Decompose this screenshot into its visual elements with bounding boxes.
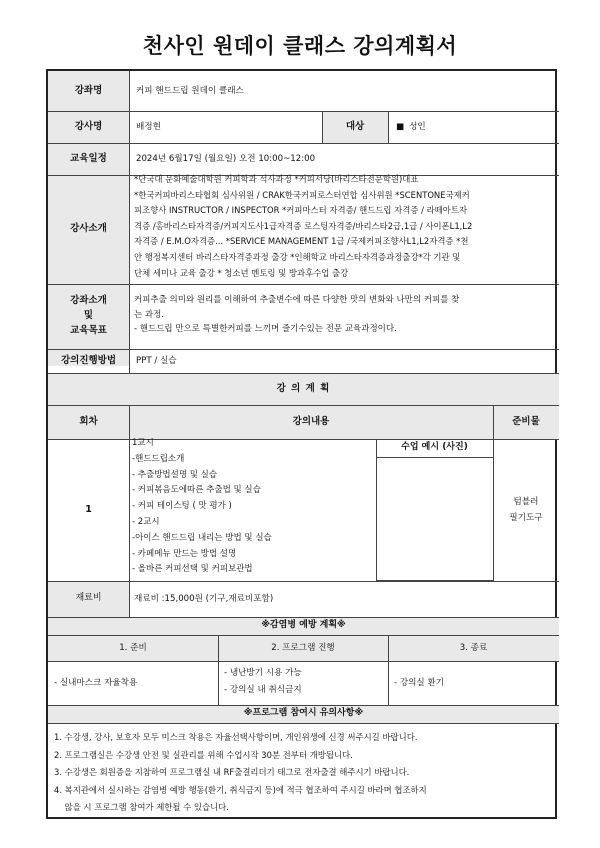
schedule-value: 2024년 6월17일 (월요일) 오전 10:00~12:00: [136, 153, 316, 164]
method-label: 강의진행방법: [60, 354, 117, 366]
bio-line: 단체 세미나 교육 출강 * 청소년 멘토링 및 방과후수업 출강: [134, 267, 349, 278]
infection-step-item: - 강의실 환기: [394, 677, 445, 688]
plan-content-line: - 커피 테이스팅 ( 맛 평가 ): [132, 501, 232, 512]
bio-line: 격증 /홈바리스타자격증/커피지도사1급자격증 로스팅자격증/바리스타2급,1급 / 사이폰L1,L2: [134, 220, 473, 231]
infection-step-item: - 냉난방기 시용 가능: [224, 668, 302, 678]
notice-line: 않을 시 프로그램 참여가 제한될 수 있습니다.: [54, 802, 229, 812]
goal-line: 는 과정.: [134, 309, 165, 320]
col-divider: [129, 71, 130, 373]
row-divider: [48, 723, 559, 724]
goal-line: 커피추출 의미와 원리를 이해하여 추출변수에 따른 다양한 맛의 변화와 나만의 커피를 찾: [134, 295, 460, 305]
bio-text: [134, 172, 557, 281]
infection-step-title: 2. 프로그램 진행: [271, 642, 335, 653]
photo-example-box: [376, 439, 493, 581]
material-item: 텀블러: [513, 497, 539, 507]
notice-line: 4. 복지관에서 실시하는 감염병 예방 행동(환기, 취식금지 등)에 적극 협조하여 주시길 바라며 협조하지: [54, 784, 427, 795]
plan-col-session: 회차: [79, 415, 98, 427]
infection-header: ※감염병 예방 계획※: [261, 620, 346, 631]
plan-content-line: -핸드드립소개: [132, 453, 185, 464]
goal-label-line: 교육목표: [70, 324, 107, 336]
bio-line: 자격증 / E.M.O자격증... *SERVICE MANAGEMENT 1급 /국제커피조향사L1,L2자격증 *천: [134, 236, 469, 247]
col-divider: [388, 111, 389, 143]
notice-line: 3. 수강생은 회원증을 지참하여 프로그램실 내 RF출결리더기 태그로 전자출결 해주시기 바랍니다.: [54, 767, 410, 777]
plan-col-content: 강의내용: [292, 415, 330, 427]
notice-list: [54, 729, 554, 817]
bio-line: *단국대 문화예술대학원 커피학과 석사과정 *커피서당(바리스타전문학원)대표: [134, 174, 419, 184]
material-item: 필기도구: [509, 513, 543, 523]
bio-line: *한국커피바리스타협회 심사위원 / CRAK한국커피로스터연합 심사위원 *SCENTONE국제커: [134, 189, 470, 200]
course-value: 커피 핸드드립 원데이 클래스: [136, 85, 244, 96]
plan-content-line: - 커피볶음도에따른 추출법 및 실습: [132, 485, 261, 496]
notice-line: 1. 수강생, 강사, 보호자 모두 미스크 착용은 자율선택사항이며, 개인위생에 신경 써주시길 바랍니다.: [54, 732, 418, 742]
target-text: 성인: [409, 121, 426, 132]
plan-content-list: [132, 436, 372, 578]
fee-label: 재료비: [75, 593, 102, 604]
bio-label: 강사소개: [70, 223, 107, 235]
goal-label-line: 강좌소개: [70, 295, 107, 307]
plan-content-line: 1교시: [132, 438, 154, 448]
photo-example-label: 수업 예시 (사진): [401, 442, 468, 453]
infection-step-items: [224, 665, 384, 699]
infection-step-title: 3. 종료: [459, 642, 488, 653]
photo-box-divider: [376, 457, 493, 458]
plan-header: 강 의 계 획: [276, 382, 331, 394]
plan-content-line: - 올바른 커피선택 및 커피보관법: [132, 564, 253, 575]
notice-header: ※프로그램 참여시 유의사항※: [243, 708, 364, 719]
plan-content-line: - 카페메뉴 만드는 방법 설명: [132, 548, 237, 559]
infection-step-item: - 강의실 내 취식금지: [224, 685, 302, 695]
infection-step-title: 1. 준비: [119, 642, 147, 653]
lecture-plan-form: [46, 69, 557, 819]
page-title: 천사인 원데이 클래스 강의계획서: [142, 34, 458, 58]
bio-line: 피조향사 INSTRUCTOR / INSPECTOR *커피마스터 자격증/ 핸드드립 자격증 / 라떼아트자: [134, 205, 468, 216]
plan-content-line: - 2교시: [132, 516, 160, 527]
fee-value: 재료비 :15,000원 (기구,재료비포함): [134, 593, 274, 604]
plan-col-materials: 준비물: [512, 415, 540, 427]
plan-materials: [493, 439, 559, 581]
target-label: 대상: [345, 120, 365, 132]
target-checkbox: ■: [396, 121, 405, 132]
goal-label: [48, 284, 129, 349]
plan-content-line: -아이스 핸드드립 내리는 방법 및 실습: [132, 532, 272, 543]
notice-line: 2. 프로그램실은 수강생 안전 및 실관리를 위해 수업시작 30분 전부터 개방됩니다.: [54, 749, 353, 760]
infection-step-item: - 실내마스크 자율착용: [54, 677, 138, 688]
plan-session-number: 1: [85, 503, 92, 515]
plan-content-line: - 추출방법설명 및 실습: [132, 469, 218, 480]
goal-text: [134, 293, 557, 337]
target-value: [396, 111, 556, 143]
goal-label-line: 및: [83, 310, 94, 322]
instructor-label: 강사명: [74, 120, 103, 132]
goal-line: - 핸드드립 만으로 특별한커피를 느끼며 즐기수있는 전문 교육과정이다.: [134, 324, 397, 334]
course-label: 강좌명: [74, 84, 103, 96]
schedule-label: 교육일정: [70, 152, 107, 164]
bio-line: 안 행정복지센터 바리스타자격증과정 출강 *인해학교 바리스타자격증과정출강*각 기관 및: [134, 251, 461, 262]
instructor-value: 배정현: [136, 121, 161, 132]
method-value: PPT / 실습: [136, 355, 177, 366]
